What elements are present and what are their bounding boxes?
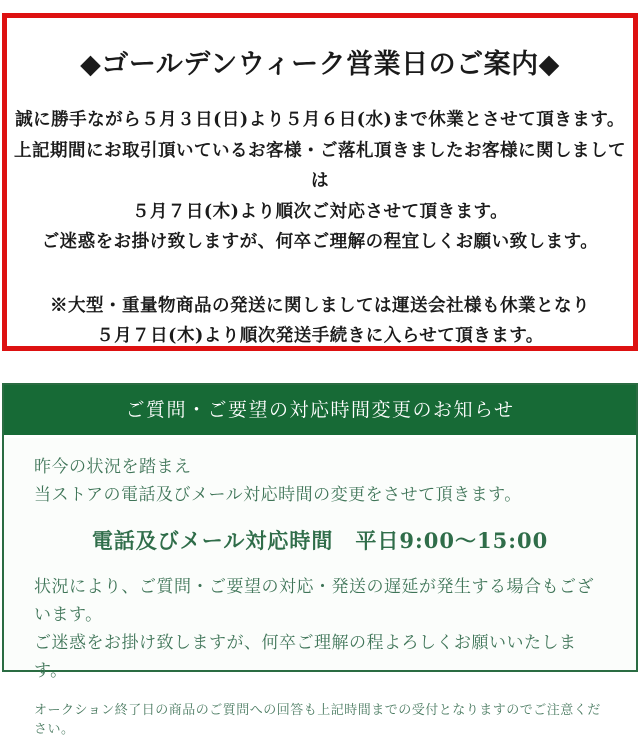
notice-line: 誠に勝手ながら５月３日(日)より５月６日(水)まで休業とさせて頂きます。: [15, 110, 625, 130]
golden-week-notice-paragraph: [7, 105, 633, 258]
notice-line: 昨今の状況を踏まえ: [34, 457, 192, 477]
notice-line: ５月７日(木)より順次ご対応させて頂きます。: [131, 201, 509, 222]
golden-week-notice-box: [2, 13, 638, 351]
support-hours-header: ご質問・ご要望の対応時間変更のお知らせ: [4, 385, 636, 438]
notice-line: 上記期間にお取引頂いているお客様・ご落札頂きましたお客様に関しましては: [14, 140, 626, 191]
support-hours-details: [34, 573, 606, 685]
support-hours-time: 電話及びメール対応時間 平日9:00～15:00: [91, 528, 549, 553]
notice-line: 状況により、ご質問・ご要望の対応・発送の遅延が発生する場合もございます。: [34, 577, 594, 625]
support-hours-intro: [34, 453, 606, 509]
golden-week-shipping-paragraph: [7, 291, 633, 352]
notice-line: ご迷惑をお掛け致しますが、何卒ご理解の程宜しくお願い致します。: [41, 232, 599, 252]
notice-line: ※大型・重量物商品の発送に関しましては運送会社様も休業となり: [50, 295, 590, 316]
golden-week-notice-title: ◆ゴールデンウィーク営業日のご案内◆: [80, 49, 560, 80]
notice-line: 当ストアの電話及びメール対応時間の変更をさせて頂きます。: [34, 485, 522, 505]
notice-line: ５月７日(木)より順次発送手続きに入らせて頂きます。: [96, 326, 544, 346]
notice-line: ご迷惑をお掛け致しますが、何卒ご理解の程よろしくお願いいたします。: [34, 633, 577, 681]
support-hours-body: [4, 438, 636, 737]
support-hours-footnote: オークション終了日の商品のご質問への回答も上記時間までの受付となりますのでご注意ください。: [34, 703, 601, 737]
support-hours-notice-box: [2, 383, 638, 737]
